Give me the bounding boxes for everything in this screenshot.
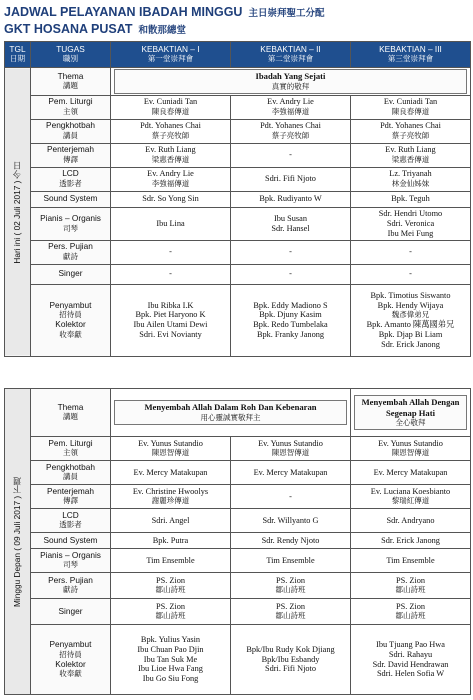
- table-row: Penyambut 招待員 Kolektor 收奉獻 Ibu Ribka I.K Bpk. Piet Haryono K Ibu Ailen Utami Dewi Sdri. Evi Novianty Bpk. Eddy Madiono S Bpk. Djuny Kasim Bpk. Redo Tumbelaka Bpk. Franky Janong Bpk. Timotius Siswanto Bpk. Hendy Wijaya 魏彥偉弟兄 Bpk. Amanto 陳萬國弟兄 Bpk. Djap Bi Liam Sdr. Erick Janong: [5, 284, 471, 356]
- table-row: Sound System Sdr. So Yong Sin Bpk. Rudiyanto W Bpk. Teguh: [5, 191, 471, 207]
- church-cn: 和散那總堂: [138, 25, 186, 36]
- thema-value-b: Menyembah Allah Dengan Segenap Hati 全心敬拜: [351, 389, 471, 437]
- header-kebaktian-1: KEBAKTIAN – I 第一堂崇拜會: [111, 42, 231, 68]
- table-row: Pers. Pujian 獻詩 PS. Zion 鄒山詩班 PS. Zion 鄒山詩班 PS. Zion 鄒山詩班: [5, 573, 471, 599]
- table-header-row: [5, 42, 471, 68]
- table-row: Pianis – Organis 司琴 Ibu Lina Ibu Susan Sdr. Hansel Sdr. Hendri Utomo Sdri. Veronica Ibu Mei Fung: [5, 207, 471, 240]
- table-row: Pem. Liturgi 主領 Ev. Cuniadi Tan 陳良春傳道 Ev. Andry Lie 李強福傳道 Ev. Cuniadi Tan 陳良春傳道: [5, 95, 471, 119]
- table-row: Sound System Bpk. Putra Sdr. Rendy Njoto Sdr. Erick Janong: [5, 533, 471, 549]
- header-tugas: TUGAS 職別: [31, 42, 111, 68]
- thema-label: Thema 講題: [31, 389, 111, 437]
- header-kebaktian-2: KEBAKTIAN – II 第二堂崇拜會: [231, 42, 351, 68]
- title-text: JADWAL PELAYANAN IBADAH MINGGU: [4, 5, 243, 19]
- table-row: Pianis – Organis 司琴 Tim Ensemble Tim Ensemble Tim Ensemble: [5, 549, 471, 573]
- schedule-next-table: [4, 388, 471, 695]
- schedule-today-table: [4, 41, 471, 357]
- thema-row: [5, 389, 471, 437]
- today-date-label: Hari ini ( 02 Juli 2017 ) 今日: [5, 68, 31, 357]
- table-row: Pengkhotbah 講員 Ev. Mercy Matakupan Ev. Mercy Matakupan Ev. Mercy Matakupan: [5, 461, 471, 485]
- table-row: Singer - - -: [5, 264, 471, 284]
- table-row: Penterjemah 傳譯 Ev. Christine Hwoolys 謝麗珍傳道 - Ev. Luciana Koesbianto 黎瑞紅傳道: [5, 485, 471, 509]
- page-title: [4, 5, 324, 19]
- thema-label: Thema 講題: [31, 68, 111, 96]
- thema-row: [5, 68, 471, 96]
- next-date-label: Minggu Depan ( 09 Juli 2017 ) 下週: [5, 389, 31, 695]
- title-cn: 主日崇拜聖工分配: [248, 8, 325, 19]
- table-row: Penterjemah 傳譯 Ev. Ruth Liang 梁惠香傳道 - Ev. Ruth Liang 梁惠香傳道: [5, 143, 471, 167]
- table-row: Penyambut 招待員 Kolektor 收奉獻 Bpk. Yulius Yasin Ibu Chuan Pao Djin Ibu Tan Suk Me Ibu Lioe Hwa Fang Ibu Go Siu Fong Bpk/Ibu Rudy Kok Djiang Bpk/Ibu Esbandy Sdri. Fifi Njoto Ibu Tjuang Pao Hwa Sdri. Rahayu Sdr. David Hendrawan Sdri. Helen Sofia W: [5, 625, 471, 695]
- header-kebaktian-3: KEBAKTIAN – III 第三堂崇拜會: [351, 42, 471, 68]
- table-row: Pengkhotbah 講員 Pdt. Yohanes Chai 蔡子亮牧師 Pdt. Yohanes Chai 蔡子亮牧師 Pdt. Yohanes Chai 蔡子亮牧師: [5, 119, 471, 143]
- header-tgl: TGL 日期: [5, 42, 31, 68]
- table-row: Pem. Liturgi 主領 Ev. Yunus Sutandio 陳恩智傳道 Ev. Yunus Sutandio 陳恩智傳道 Ev. Yunus Sutandio 陳恩智傳道: [5, 437, 471, 461]
- church-text: GKT HOSANA PUSAT: [4, 22, 133, 36]
- church-name: [4, 22, 186, 36]
- table-row: LCD 透影者 Ev. Andry Lie 李強福傳道 Sdri. Fifi Njoto Lz. Triyanah 林金仙姊妹: [5, 167, 471, 191]
- table-row: Singer PS. Zion 鄒山詩班 PS. Zion 鄒山詩班 PS. Zion 鄒山詩班: [5, 599, 471, 625]
- thema-value: Ibadah Yang Sejati 真實的敬拜: [111, 68, 471, 96]
- thema-value-a: Menyembah Allah Dalam Roh Dan Kebenaran 用心靈誠實敬拜主: [111, 389, 351, 437]
- table-row: Pers. Pujian 獻詩 - - -: [5, 240, 471, 264]
- page-header: [0, 0, 473, 40]
- table-row: LCD 透影者 Sdri. Angel Sdr. Willyanto G Sdr. Andryano: [5, 509, 471, 533]
